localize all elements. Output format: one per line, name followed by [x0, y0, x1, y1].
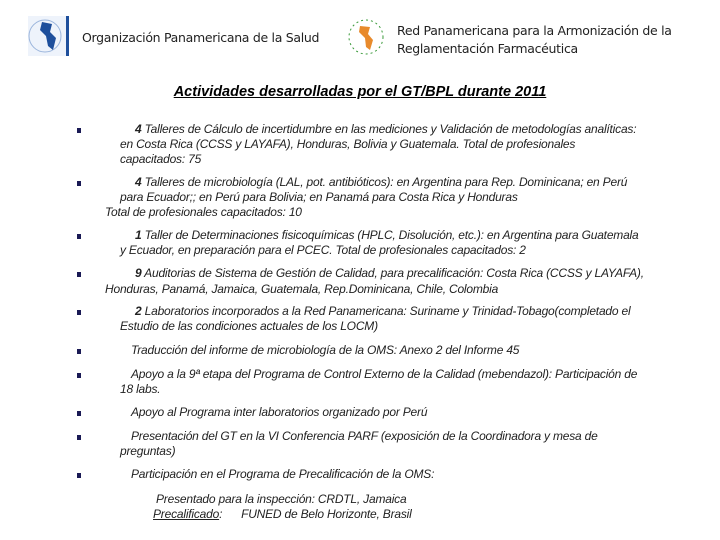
bullet	[77, 373, 81, 378]
item-7-line-2: 18 labs.	[120, 382, 161, 396]
item-8-line-1: Apoyo al Programa inter laboratorios organizado por Perú	[131, 405, 428, 419]
item-3-num: 1	[135, 228, 142, 242]
item-9-line-1: Presentación del GT en la VI Conferencia PARF (exposición de la Coordinadora y mesa de	[131, 429, 598, 443]
item-5-line-2: Estudio de las condiciones actuales de los LOCM)	[120, 319, 378, 333]
red-parf-logo	[346, 16, 386, 58]
bullet	[77, 473, 81, 478]
paho-logo	[28, 16, 69, 56]
item-2-line-2: para Ecuador;; en Perú para Bolivia; en Panamá para Costa Rica y Honduras	[120, 190, 518, 204]
bullet	[77, 310, 81, 315]
bullet	[77, 272, 81, 277]
item-1-num: 4	[135, 122, 142, 136]
item-4-line-2: Honduras, Panamá, Jamaica, Guatemala, Rep.Dominicana, Chile, Colombia	[105, 282, 499, 296]
item-1-line-3: capacitados: 75	[120, 152, 202, 166]
precalificado-label: Precalificado	[153, 507, 220, 521]
bullet	[77, 411, 81, 416]
item-5-num: 2	[135, 304, 142, 318]
item-1-line-2: en Costa Rica (CCSS y LAYAFA), Honduras, Bolivia y Guatemala. Total de profesionales	[120, 137, 576, 151]
bullet	[77, 435, 81, 440]
sub-line-1: Presentado para la inspección: CRDTL, Jamaica	[156, 492, 407, 506]
item-4-line-1	[135, 266, 644, 280]
item-9-line-2: preguntas)	[120, 444, 176, 458]
item-3-line-1	[135, 228, 639, 242]
item-4-text: Auditorias de Sistema de Gestión de Calidad, para precalificación: Costa Rica (CCSS y LAYAFA),	[141, 266, 644, 280]
item-5-text: Laboratorios incorporados a la Red Panamericana: Suriname y Trinidad-Tobago(completado el	[141, 304, 631, 318]
item-3-line-2: y Ecuador, en preparación para el PCEC. Total de profesionales capacitados: 2	[120, 243, 526, 257]
item-4-num: 9	[135, 266, 142, 280]
bullet	[77, 128, 81, 133]
sub-line-2: Precalificado: FUNED de Belo Horizonte, Brasil	[153, 507, 412, 521]
item-7-line-1: Apoyo a la 9ª etapa del Programa de Control Externo de la Calidad (mebendazol): Participación de	[131, 367, 638, 381]
item-1-line-1	[135, 122, 636, 136]
bullet	[77, 234, 81, 239]
item-3-text: Taller de Determinaciones fisicoquímicas (HPLC, Disolución, etc.): en Argentina para Guatemala	[141, 228, 639, 242]
page-title: Actividades desarrolladas por el GT/BPL durante 2011	[173, 84, 547, 100]
bullet	[77, 349, 81, 354]
item-5-line-1	[135, 304, 630, 318]
item-2-text: Talleres de microbiología (LAL, pot. antibióticos): en Argentina para Rep. Dominicana; en Perú	[141, 175, 628, 189]
red-name-line2: Reglamentación Farmacéutica	[397, 41, 578, 56]
red-name-line1: Red Panamericana para la Armonización de la	[397, 23, 672, 38]
paho-name: Organización Panamericana de la Salud	[82, 30, 320, 45]
item-2-num: 4	[135, 175, 142, 189]
item-10-line-1: Participación en el Programa de Precalificación de la OMS:	[131, 467, 435, 481]
precalificado-value: FUNED de Belo Horizonte, Brasil	[241, 507, 412, 521]
bullet	[77, 181, 81, 186]
item-2-line-1	[135, 175, 627, 189]
item-6-line-1: Traducción del informe de microbiología de la OMS: Anexo 2 del Informe 45	[131, 343, 520, 357]
item-2-line-3: Total de profesionales capacitados: 10	[105, 205, 302, 219]
item-1-text: Talleres de Cálculo de incertidumbre en las mediciones y Validación de metodologías analíticas:	[141, 122, 637, 136]
